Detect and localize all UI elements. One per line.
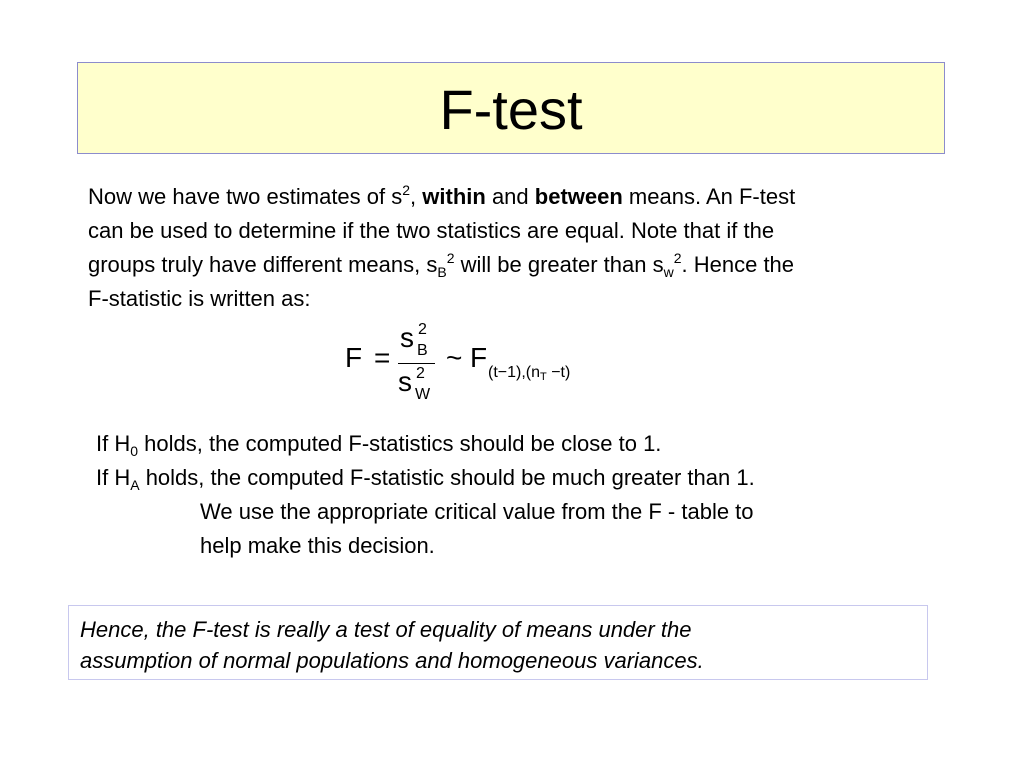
conclusion-line-1: Hence, the F-test is really a test of equality of means under the [80,617,692,642]
h0-text: holds, the computed F-statistics should be close to 1. [138,431,662,456]
intro-line-1 [88,180,933,214]
subscript: 0 [130,443,139,459]
critical-value-line-2: help make this decision. [200,533,435,558]
superscript: 2 [446,250,455,266]
intro-line-4: F-statistic is written as: [88,286,311,311]
ha-line [96,461,926,495]
denominator-subscript: W [415,386,431,403]
numerator-s: s [400,322,414,353]
denominator-s: s [398,366,412,397]
keyword-within: within [422,184,486,209]
formula-rhs: F [470,342,488,373]
df-subscript: T [540,371,547,383]
intro-text: Now we have two estimates of s [88,184,403,209]
intro-text: and [485,184,535,209]
subscript: B [437,264,447,280]
intro-text: groups truly have different means, s [88,252,438,277]
formula-lhs: F [345,342,363,373]
subscript: w [663,264,674,280]
page-title: F-test [439,78,583,141]
superscript: 2 [673,250,682,266]
hypotheses-block [96,427,926,563]
intro-text: . Hence the [681,252,795,277]
h0-text: If H [96,431,131,456]
formula-tilde: ~ [446,342,463,373]
intro-text: means. An F-test [622,184,796,209]
conclusion-box [68,605,928,680]
numerator-superscript: 2 [418,321,427,338]
title-banner [77,62,945,154]
df-text: (t−1),(n [488,364,541,381]
conclusion-line-2: assumption of normal populations and homogeneous variances. [80,648,704,673]
f-statistic-formula [340,320,600,410]
denominator-superscript: 2 [416,365,425,382]
ha-text: If H [96,465,131,490]
intro-paragraph [88,180,933,316]
intro-text: will be greater than s [454,252,664,277]
numerator-subscript: B [417,342,428,359]
formula-equals: = [374,342,391,373]
superscript: 2 [402,182,411,198]
intro-line-2: can be used to determine if the two statistics are equal. Note that if the [88,218,775,243]
h0-line [96,427,926,461]
fraction-bar [398,363,435,364]
subscript: A [130,477,140,493]
df-text: −t) [546,364,571,381]
degrees-of-freedom [488,364,570,382]
intro-line-3 [88,248,933,282]
keyword-between: between [534,184,623,209]
critical-value-line-1: We use the appropriate critical value from the F - table to [200,499,754,524]
ha-text: holds, the computed F-statistic should be much greater than 1. [139,465,755,490]
intro-text: , [410,184,423,209]
